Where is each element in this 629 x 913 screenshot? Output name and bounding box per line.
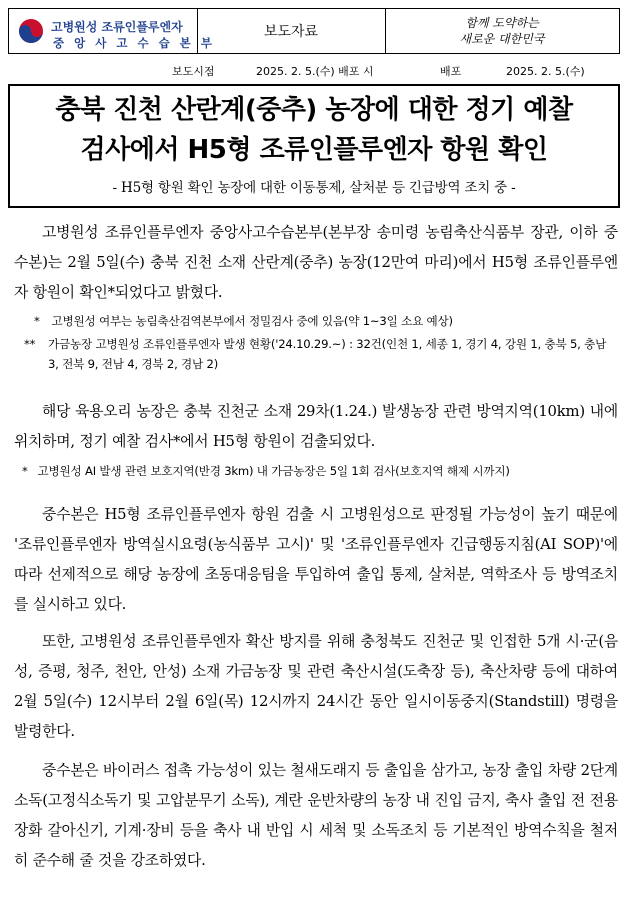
- paragraph-3: 중수본은 H5형 조류인플루엔자 항원 검출 시 고병원성으로 판정될 가능성이 높기 때문에 '조류인플루엔자 방역실시요령(농식품부 고시)' 및 '조류인플루엔자 긴급행동지침(AI SOP)'에 따라 선제적으로 해당 농장에 초동대응팀을 투입하여 출입 통제, 살처분, 역학조사 등 방역조치를 실시하고 있다.: [14, 506, 618, 613]
- paragraph-1: 고병원성 조류인플루엔자 중앙사고수습본부(본부장 송미령 농림축산식품부 장관, 이하 중수본)는 2월 5일(수) 충북 진천 소재 산란계(중추) 농장(12만여 마리)에서 H5형 조류인플루엔자 항원이 확인*되었다고 밝혔다.: [14, 224, 618, 301]
- document-header: [8, 8, 620, 54]
- footnote-3-mark: *: [22, 464, 28, 478]
- distribution-value: 2025. 2. 5.(수): [506, 65, 585, 78]
- headline-line1: 충북 진천 산란계(중추) 농장에 대한 정기 예찰: [55, 95, 573, 125]
- footnote-2-mark: **: [24, 337, 36, 351]
- press-release-label: 보도자료: [197, 9, 386, 53]
- release-time-label: 보도시점: [172, 65, 215, 78]
- paragraph-2: 해당 육용오리 농장은 충북 진천군 소재 29차(1.24.) 발생농장 관련 방역지역(10km) 내에 위치하며, 정기 예찰 검사*에서 H5형 항원이 검출되었다.: [14, 403, 618, 450]
- headline-box: [8, 84, 620, 208]
- paragraph-4: 또한, 고병원성 조류인플루엔자 확산 방지를 위해 충청북도 진천군 및 인접한 5개 시·군(음성, 증평, 청주, 천안, 안성) 소재 가금농장 및 관련 축산시설(도축장 등), 축산차량 등에 대하여 2월 5일(수) 12시부터 2월 6일(목) 12시까지 24시간 동안 일시이동중지(Standstill) 명령을 발령한다.: [14, 633, 618, 740]
- footnote-2-text: 가금농장 고병원성 조류인플루엔자 발생 현황('24.10.29.~) : 32건(인천 1, 세종 1, 경기 4, 강원 1, 충북 5, 충남 3, 전북 9, 전남 4, 경북 2, 경남 2): [48, 337, 607, 371]
- logo-title: 고병원성 조류인플루엔자: [51, 20, 183, 34]
- slogan: [385, 9, 619, 53]
- footnote-1-mark: *: [34, 314, 40, 328]
- slogan-line1: 함께 도약하는: [465, 16, 539, 30]
- agency-logo: [9, 9, 215, 53]
- paragraph-5: 중수본은 바이러스 접촉 가능성이 있는 철새도래지 등 출입을 삼가고, 농장 출입 차량 2단계 소독(고정식소독기 및 고압분무기 소독), 계란 운반차량의 농장 내 진입 금지, 축사 출입 전 전용 장화 갈아신기, 기계·장비 등을 축사 내 반입 시 세척 및 소독조치 등 기본적인 방역수칙을 철저히 준수해 줄 것을 강조하였다.: [14, 762, 618, 869]
- footnote-1: [34, 311, 624, 331]
- taegeuk-emblem-icon: [18, 18, 44, 44]
- footnote-3-text: 고병원성 AI 발생 관련 보호지역(반경 3km) 내 가금농장은 5일 1회 검사(보호지역 해제 시까지): [37, 464, 510, 478]
- headline-subtitle: - H5형 항원 확인 농장에 대한 이동통제, 살처분 등 긴급방역 조치 중 -: [112, 180, 516, 196]
- headline-line2: 검사에서 H5형 조류인플루엔자 항원 확인: [80, 135, 548, 165]
- footnote-3: [22, 461, 626, 481]
- footnote-1-text: 고병원성 여부는 농림축산검역본부에서 정밀검사 중에 있음(약 1~3일 소요 예상): [51, 314, 453, 328]
- release-time-value: 2025. 2. 5.(수) 배포 시: [256, 65, 374, 78]
- slogan-line2: 새로운 대한민국: [459, 32, 545, 46]
- distribution-label: 배포: [440, 65, 462, 78]
- logo-subtitle: 중 앙 사 고 수 습 본 부: [53, 36, 215, 50]
- footnote-2: [24, 334, 620, 374]
